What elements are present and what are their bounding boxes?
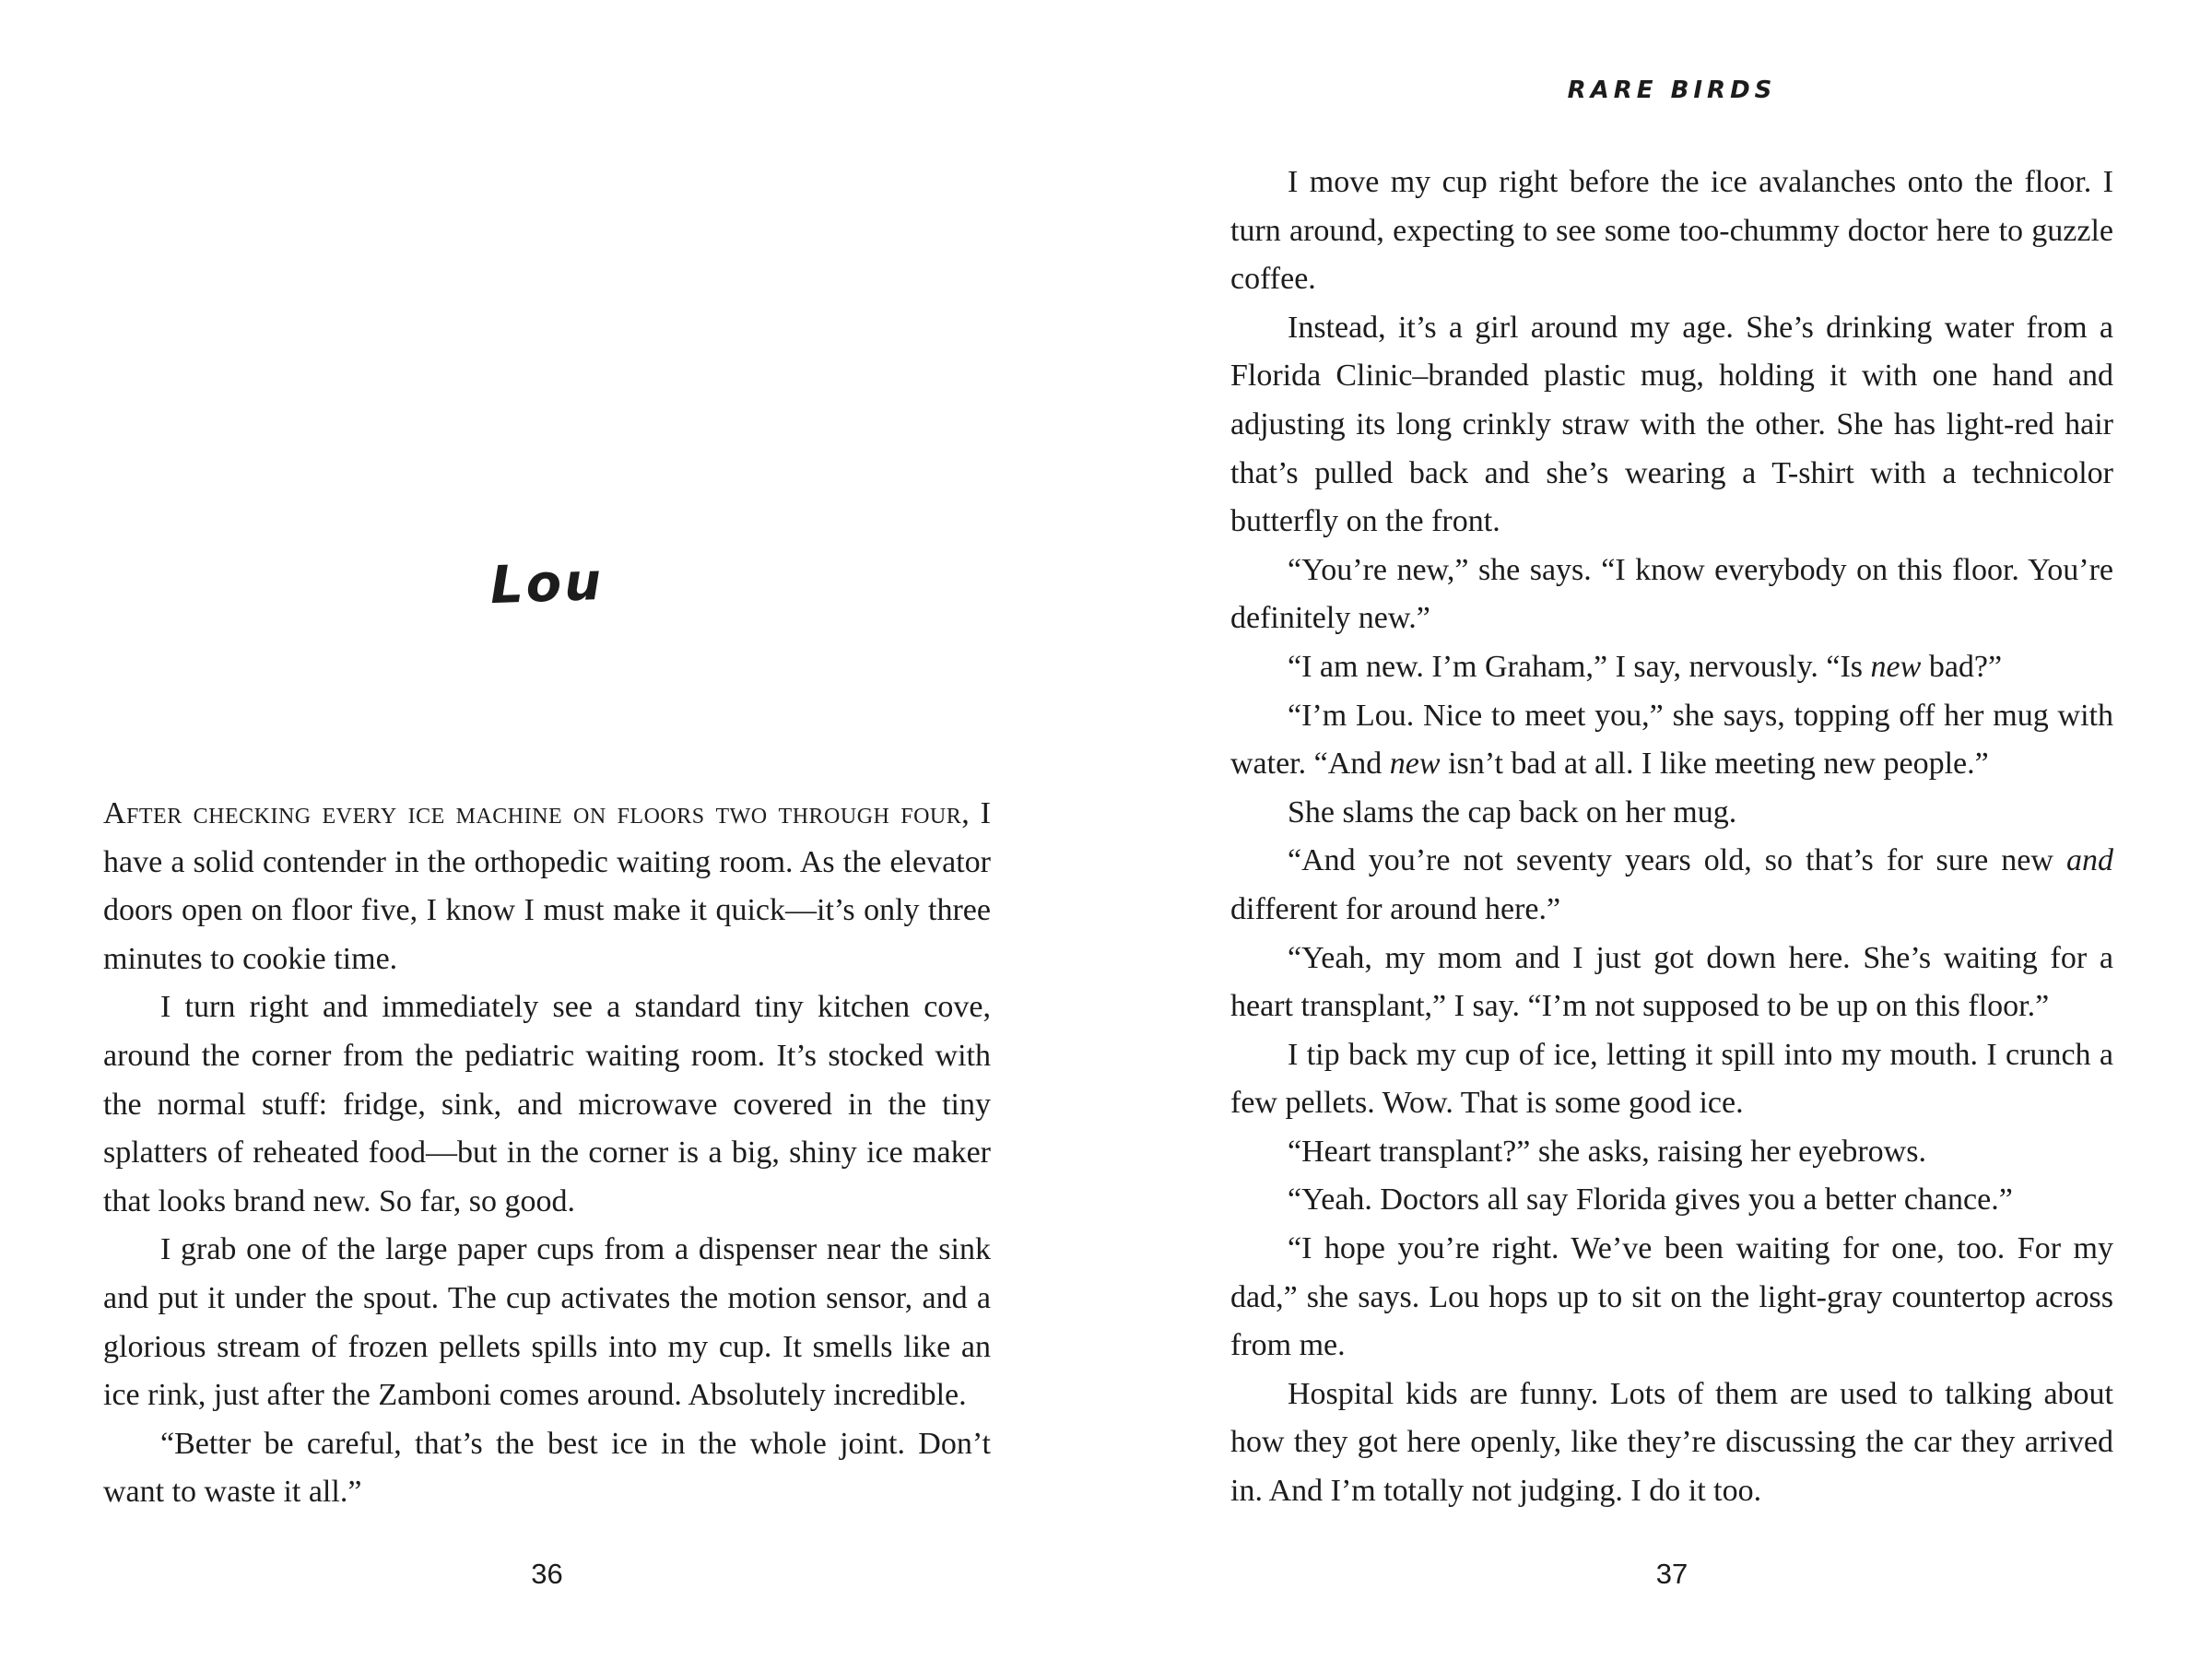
text-run-normal: I move my cup right before the ice avalanches onto the floor. I turn around, expecting to see some too-chummy doctor here to guzzle coffee. <box>1230 165 2113 297</box>
text-run-normal: She slams the cap back on her mug. <box>1288 794 1737 830</box>
paragraph <box>103 1226 991 1419</box>
text-run-normal: “I am new. I’m Graham,” I say, nervously. “Is <box>1288 649 1871 684</box>
paragraph <box>1230 935 2113 1031</box>
text-run-normal: I grab one of the large paper cups from a dispenser near the sink and put it under the spout. The cup activates the motion sensor, and a glorious stream of frozen pellets spills into my cup. It smells like an ice rink, just after the Zamboni comes around. Absolutely incredible. <box>103 1232 991 1413</box>
paragraph <box>1230 304 2113 547</box>
paragraph <box>1230 837 2113 934</box>
paragraph <box>1230 1128 2113 1177</box>
paragraph <box>1230 692 2113 789</box>
paragraph <box>103 1420 991 1517</box>
right-page-body <box>1230 159 2113 1516</box>
text-run-normal: isn’t bad at all. I like meeting new people.” <box>1440 747 1989 782</box>
paragraph <box>1230 1371 2113 1516</box>
left-page-body <box>103 790 991 1517</box>
paragraph <box>1230 1031 2113 1128</box>
text-run-smallcaps: After checking every ice machine on floors two through four, <box>103 796 971 830</box>
page-number-left: 36 <box>531 1558 563 1590</box>
page-number-right: 37 <box>1655 1558 1688 1590</box>
running-head: RARE BIRDS <box>1567 76 1777 104</box>
text-run-normal: different for around here.” <box>1230 891 1561 926</box>
paragraph <box>1230 789 2113 838</box>
text-run-normal: “I’m Lou. Nice to meet you,” she says, topping off her mug with water. “And <box>1230 698 2113 782</box>
page-left <box>103 0 991 1659</box>
paragraph <box>1230 1176 2113 1225</box>
paragraph <box>103 790 991 983</box>
text-run-normal: Hospital kids are funny. Lots of them are used to talking about how they got here openly, like they’re discussing the car they arrived in. And I’m totally not judging. I do it too. <box>1230 1376 2113 1509</box>
text-run-normal: Instead, it’s a girl around my age. She’s drinking water from a Florida Clinic–branded plastic mug, holding it with one hand and adjusting its long crinkly straw with the other. She has light-red hair that’s pulled back and she’s wearing a T-shirt with a technicolor butterfly on the front. <box>1230 310 2113 539</box>
text-run-normal: “Yeah, my mom and I just got down here. She’s waiting for a heart transplant,” I say. “I’m not supposed to be up on this floor.” <box>1230 940 2113 1024</box>
text-run-normal: bad?” <box>1921 649 2003 684</box>
text-run-normal: “I hope you’re right. We’ve been waiting for one, too. For my dad,” she says. Lou hops up to sit on the light-gray countertop across from me. <box>1230 1231 2113 1363</box>
text-run-normal: I tip back my cup of ice, letting it spill into my mouth. I crunch a few pellets. Wow. That is some good ice. <box>1230 1037 2113 1121</box>
text-run-normal: “Heart transplant?” she asks, raising her eyebrows. <box>1288 1134 1926 1169</box>
paragraph <box>1230 643 2113 692</box>
chapter-title: Lou <box>488 551 606 616</box>
text-run-normal: I turn right and immediately see a standard tiny kitchen cove, around the corner from the pediatric waiting room. It’s stocked with the normal stuff: fridge, sink, and microwave covered in the tiny splatters of reheated food—but in the corner is a big, shiny ice maker that looks brand new. So far, so good. <box>103 990 991 1218</box>
paragraph <box>103 983 991 1226</box>
paragraph <box>1230 1225 2113 1371</box>
text-run-normal: I have a solid contender in the orthopedic waiting room. As the elevator doors open on floor five, I know I must make it quick—it’s only three minutes to cookie time. <box>103 796 991 976</box>
text-run-normal: “Yeah. Doctors all say Florida gives you a better chance.” <box>1288 1182 2013 1218</box>
text-run-italic: new <box>1389 747 1441 782</box>
text-run-italic: and <box>2066 843 2113 878</box>
text-run-normal: “Better be careful, that’s the best ice in the whole joint. Don’t want to waste it all.” <box>103 1426 991 1510</box>
page-right <box>1230 0 2113 1659</box>
paragraph <box>1230 547 2113 643</box>
text-run-normal: “You’re new,” she says. “I know everybody on this floor. You’re definitely new.” <box>1230 552 2113 636</box>
paragraph <box>1230 159 2113 304</box>
text-run-normal: “And you’re not seventy years old, so that’s for sure new <box>1288 843 2066 878</box>
text-run-italic: new <box>1870 649 1922 684</box>
